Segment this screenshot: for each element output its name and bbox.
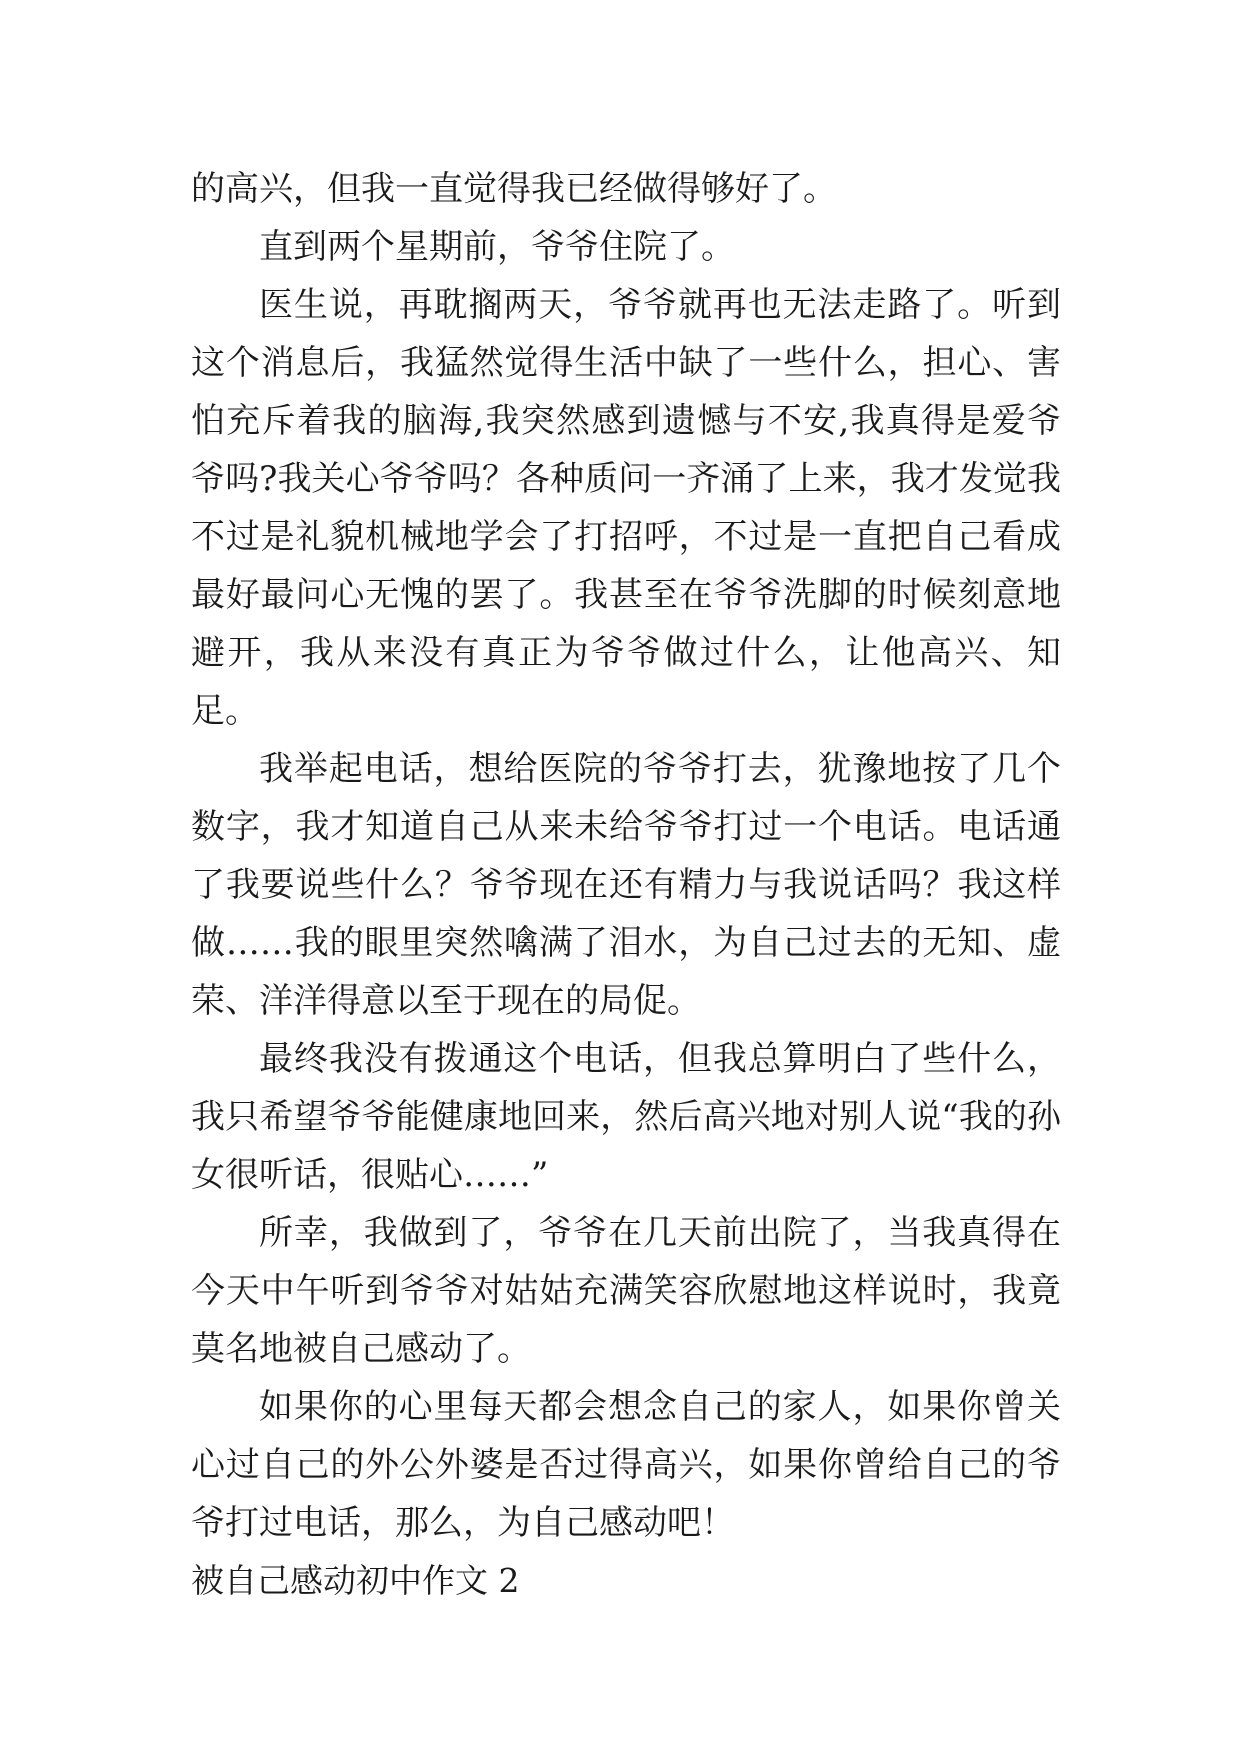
paragraph: 最终我没有拨通这个电话，但我总算明白了些什么，我只希望爷爷能健康地回来，然后高兴地对别人说“我的孙女很听话，很贴心……” [191, 1039, 1061, 1195]
paragraph: 医生说，再耽搁两天，爷爷就再也无法走路了。听到这个消息后，我猛然觉得生活中缺了一些什么，担心、害怕充斥着我的脑海,我突然感到遗憾与不安,我真得是爱爷爷吗?我关心爷爷吗？各种质问一齐涌了上来，我才发觉我不过是礼貌机械地学会了打招呼，不过是一直把自己看成最好最问心无愧的罢了。我甚至在爷爷洗脚的时候刻意地避开，我从来没有真正为爷爷做过什么，让他高兴、知足。 [191, 285, 1061, 731]
section-heading: 被自己感动初中作文 2 [191, 1561, 520, 1600]
paragraph: 所幸，我做到了，爷爷在几天前出院了，当我真得在今天中午听到爷爷对姑姑充满笑容欣慰地这样说时，我竟莫名地被自己感动了。 [191, 1213, 1061, 1369]
paragraph: 直到两个星期前，爷爷住院了。 [259, 227, 735, 267]
paragraph: 我举起电话，想给医院的爷爷打去，犹豫地按了几个数字，我才知道自己从来未给爷爷打过一个电话。电话通了我要说些什么？爷爷现在还有精力与我说话吗？我这样做……我的眼里突然噙满了泪水，为自己过去的无知、虚荣、洋洋得意以至于现在的局促。 [191, 749, 1061, 1021]
paragraph-continuation: 的高兴，但我一直觉得我已经做得够好了。 [191, 169, 837, 209]
document-body [191, 160, 1061, 1610]
paragraph: 如果你的心里每天都会想念自己的家人，如果你曾关心过自己的外公外婆是否过得高兴，如果你曾给自己的爷爷打过电话，那么，为自己感动吧！ [191, 1387, 1061, 1543]
